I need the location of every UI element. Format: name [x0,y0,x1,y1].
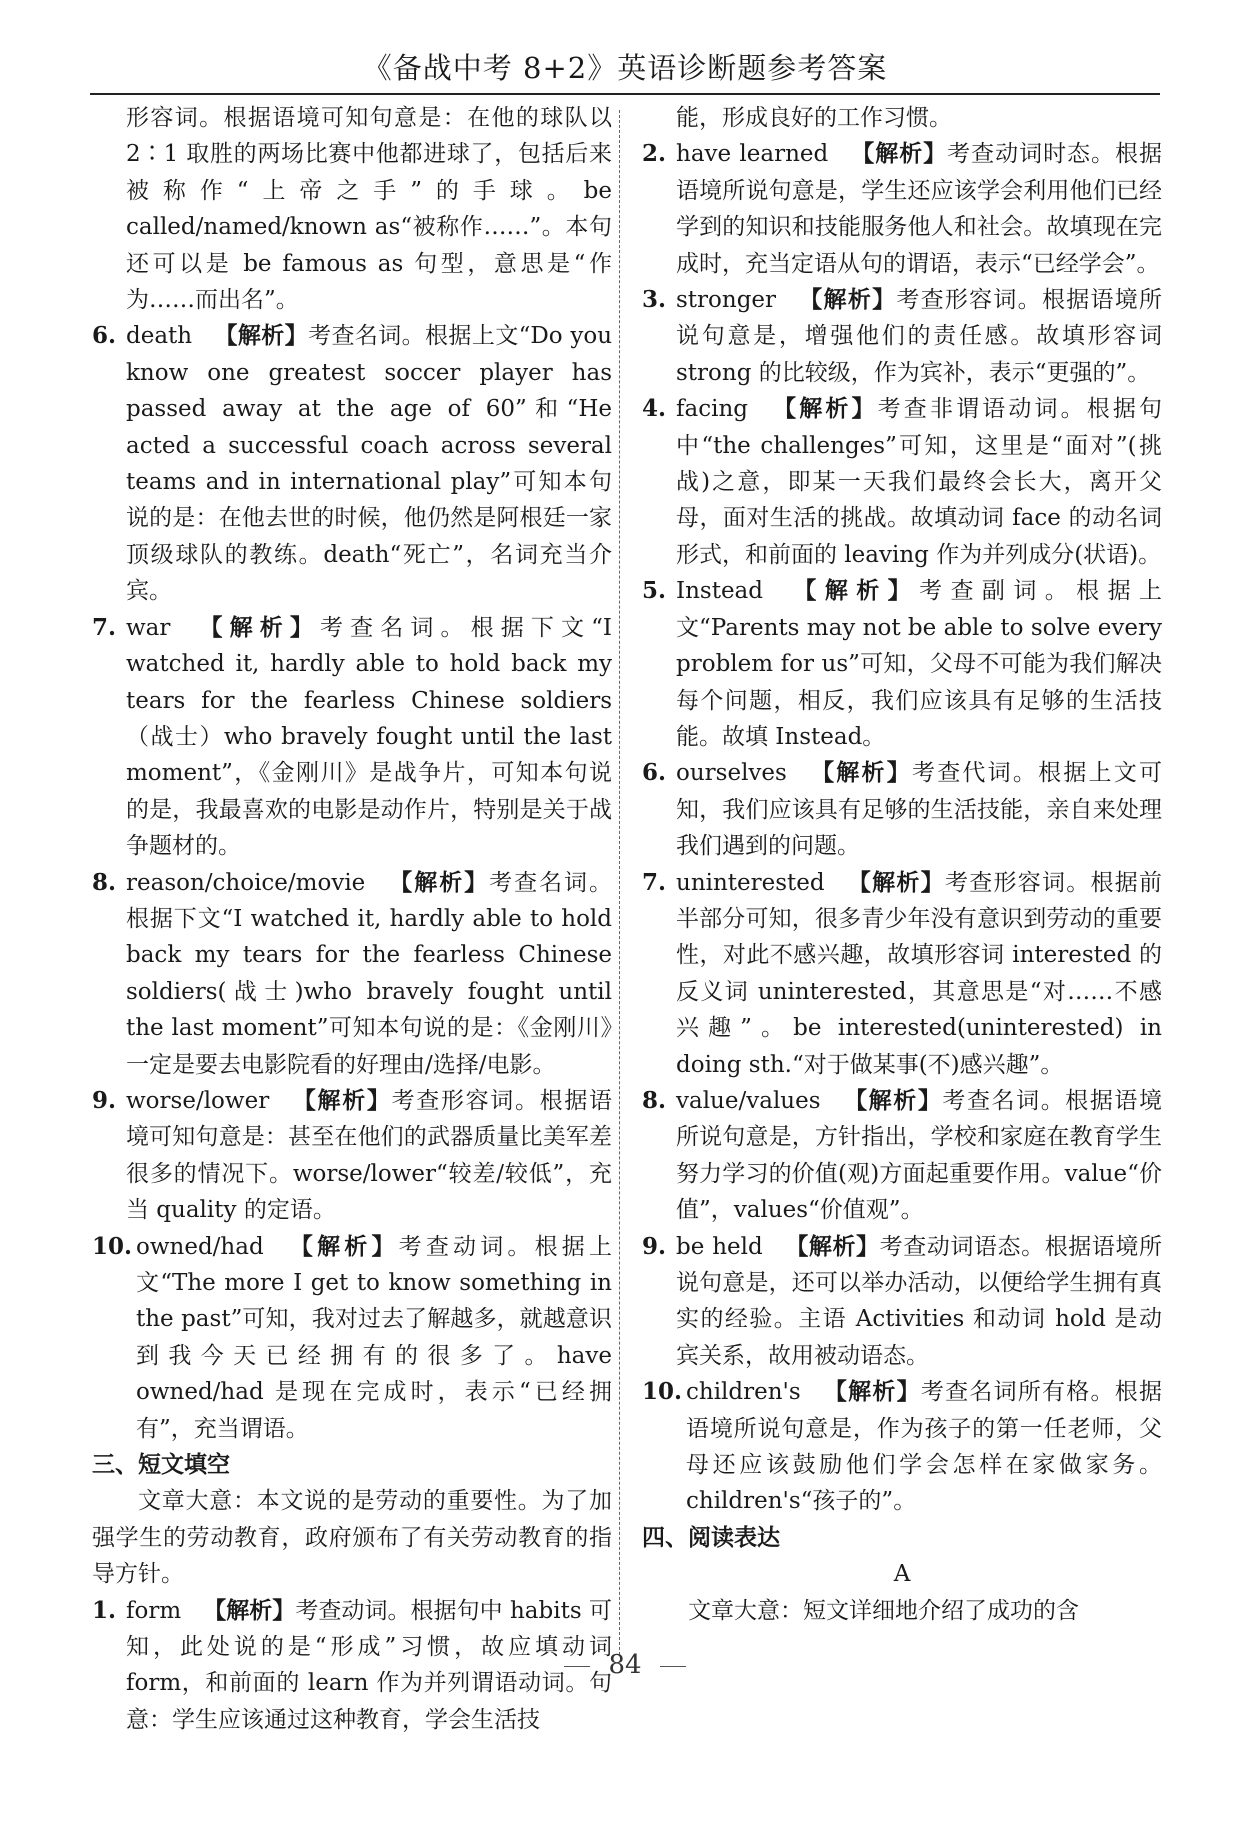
answer-item-s3-5 [642,573,1162,755]
item-number: 7. [92,613,117,641]
item-number: 6. [92,322,117,350]
section-3-summary: 文章大意：本文说的是劳动的重要性。为了加强学生的劳动教育，政府颁布了有关劳动教育的指导方针。 [92,1488,612,1588]
analysis-tag: 【解析】 [846,868,945,896]
answer-item-9 [92,1083,612,1229]
item-number: 10. [92,1232,133,1260]
answer-text: war [126,614,171,641]
explanation: 考查动词。根据上文“The more I get to know something in the past”可知，我对过去了解越多，就越意识到我今天已经拥有的很多了。have owned/had 是现在完成时，表示“已经拥有”，充当谓语。 [136,1233,613,1442]
explanation: 考查形容词。根据前半部分可知，很多青少年没有意识到劳动的重要性，对此不感兴趣，故填形容词 interested 的反义词 uninterested，其意思是“对……不感兴趣”。be interested(uninterested) in doing sth.“对于做某事(不)感兴趣”。 [676,869,1163,1078]
page-header-title: 《备战中考 8+2》英语诊断题参考答案 [362,51,888,85]
footer-dash-right [660,1666,686,1667]
analysis-tag: 【解析】 [808,759,912,787]
section-4-summary: 文章大意：短文详细地介绍了成功的含 [688,1597,1079,1624]
item-number: 9. [642,1232,667,1260]
explanation: 考查动词语态。根据语境所说句意是，还可以举办活动，以便给学生拥有真实的经验。主语 Activities 和动词 hold 是动宾关系，故用被动语态。 [676,1233,1163,1369]
analysis-tag: 【解析】 [214,322,309,350]
explanation: 考查名词。根据上文“Do you know one greatest soccer player has passed away at the age of 60”和“He acted a successful coach across several teams and in international play”可知本句说的是：在他去世的时候，他仍然是阿根廷一家顶级球队的教练。death“死亡”，名词充当介宾。 [126,323,613,605]
analysis-tag: 【解析】 [784,1232,880,1260]
answer-text: death [126,323,193,350]
analysis-tag: 【解析】 [798,286,897,314]
answer-item-7 [92,610,612,865]
item-number: 8. [642,1086,667,1114]
answer-item-s3-8 [642,1083,1162,1229]
explanation: 考查非谓语动词。根据句中“the challenges”可知，这里是“面对”(挑战)之意，即某一天我们最终会长大，离开父母，面对生活的挑战。故填动词 face 的动名词形式，和前面的 leaving 作为并列成分(状语)。 [676,396,1163,568]
item-number: 4. [642,395,667,423]
explanation: 考查形容词。根据语境所说句意是，增强他们的责任感。故填形容词 strong 的比较级，作为宾补，表示“更强的”。 [676,287,1163,386]
analysis-tag: 【解析】 [291,1086,392,1114]
section-title-4: 四、阅读表达 [642,1523,780,1551]
explanation: 考查名词。根据语境所说句意是，方针指出，学校和家庭在教育学生努力学习的价值(观)方面起重要作用。value“价值”，values“价值观”。 [676,1087,1163,1224]
item-number: 5. [642,577,667,605]
answer-item-s3-10 [642,1374,1162,1520]
footer-dash-left [564,1666,590,1667]
section-4-subheading: A [893,1561,911,1588]
answer-item-s3-7 [642,865,1162,1083]
analysis-tag: 【解析】 [203,1596,296,1624]
item-number: 9. [92,1086,117,1114]
explanation: 考查名词。根据下文“I watched it, hardly able to hold back my tears for the fearless Chinese soldiers(战士)who bravely fought until the last moment”可知本句说的是：《金刚川》一定是要去电影院看的好理由/选择/电影。 [126,869,613,1078]
answer-text: uninterested [676,869,825,896]
answer-text: owned/had [136,1233,264,1260]
answer-item-s3-6 [642,755,1162,864]
explanation: 考查名词。根据下文“I watched it, hardly able to hold back my tears for the fearless Chinese soldiers（战士）who bravely fought until the last moment”，《金刚川》是战争片，可知本句说的是，我最喜欢的电影是动作片，特别是关于战争题材的。 [126,614,612,860]
page-footer [0,1650,1250,1680]
analysis-tag: 【解析】 [850,140,948,168]
analysis-tag: 【解析】 [285,1232,399,1260]
item-number: 2. [642,140,667,168]
explanation: 考查名词所有格。根据语境所说句意是，作为孩子的第一任老师，父母还应该鼓励他们学会怎样在家做家务。children's“孩子的”。 [686,1379,1163,1515]
left-column [92,100,612,1738]
answer-text: be held [676,1233,763,1260]
answer-text: worse/lower [126,1087,270,1114]
analysis-tag: 【解析】 [785,577,920,605]
page-number: 84 [608,1650,642,1680]
answer-text: ourselves [676,760,787,787]
continued-text: 能，形成良好的工作习惯。 [676,105,952,131]
answer-text: have learned [676,141,829,168]
answer-item-s3-4 [642,391,1162,573]
explanation: 考查代词。根据上文可知，我们应该具有足够的生活技能，亲自来处理我们遇到的问题。 [676,760,1163,860]
explanation: 考查副词。根据上文“Parents may not be able to solve every problem for us”可知，父母不可能为我们解决每个问题，相反，我们应该具有足够的生活技能。故填 Instead。 [676,578,1163,750]
analysis-tag: 【解析】 [842,1086,943,1114]
item-number: 8. [92,868,117,896]
analysis-tag: 【解析】 [192,613,321,641]
section-title-3: 三、短文填空 [92,1451,230,1479]
answer-item-8 [92,865,612,1083]
item-number: 3. [642,286,667,314]
analysis-tag: 【解析】 [770,395,878,423]
analysis-tag: 【解析】 [822,1378,921,1406]
explanation: 考查动词时态。根据语境所说句意是，学生还应该学会利用他们已经学到的知识和技能服务他人和社会。故填现在完成时，充当定语从句的谓语，表示“已经学会”。 [676,141,1163,277]
analysis-tag: 【解析】 [387,868,490,896]
answer-text: children's [686,1379,801,1406]
item-number: 10. [642,1378,683,1406]
answer-item-s3-9 [642,1229,1162,1375]
answer-text: facing [676,396,748,423]
answer-text: form [126,1597,182,1624]
answer-item-s3-2 [642,136,1162,282]
answer-item-s3-3 [642,282,1162,391]
answer-text: stronger [676,287,777,314]
continued-text: 形容词。根据语境可知句意是：在他的球队以 2∶1 取胜的两场比赛中他都进球了，包括后来被称作“上帝之手”的手球。be called/named/known as“被称作……”。本句还可以是 be famous as 句型，意思是“作为……而出名”。 [126,105,612,314]
header-divider [90,93,1160,95]
item-number: 7. [642,868,667,896]
explanation: 考查形容词。根据语境可知句意是：甚至在他们的武器质量比美军差很多的情况下。worse/lower“较差/较低”，充当 quality 的定语。 [126,1087,613,1224]
answer-item-10 [92,1229,612,1447]
column-divider [619,110,620,1655]
right-column [642,100,1162,1629]
answer-text: reason/choice/movie [126,869,366,896]
explanation: 考查动词。根据句中 habits 可知，此处说的是“形成”习惯，故应填动词 form，和前面的 learn 作为并列谓语动词。句意：学生应该通过这种教育，学会生活技 [126,1597,612,1733]
item-number: 6. [642,759,667,787]
answer-item-6 [92,318,612,609]
answer-text: Instead [676,578,763,605]
answer-text: value/values [676,1087,821,1114]
item-number: 1. [92,1596,117,1624]
